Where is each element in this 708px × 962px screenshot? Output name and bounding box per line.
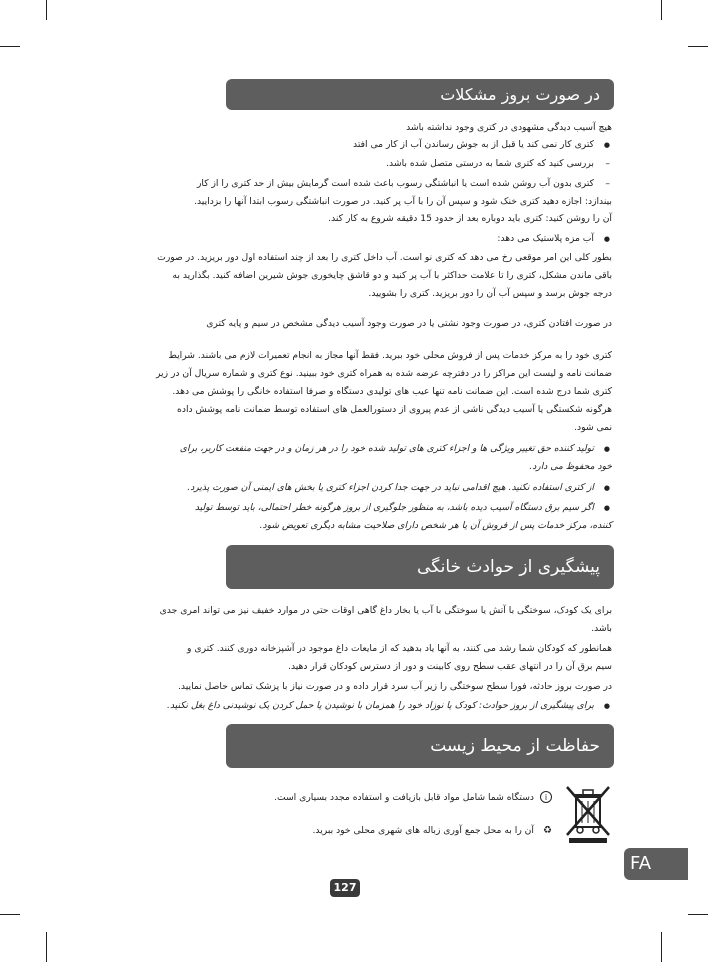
text-line: باشد.	[591, 623, 612, 634]
text-line: بطور کلی این امر موقعی رخ می دهد که کتری نو است. آب داخل کتری را بعد از چند استفاده اول دور بریزید. در صورت	[157, 252, 612, 263]
text-line: درجه جوش برسد و سپس آب آن را دور بریزید. کتری را بشویید.	[368, 288, 612, 299]
bullet-item: ● کتری کار نمی کند یا قبل از به جوش رساندن آب از کار می افتد	[353, 139, 612, 151]
section-header-environment: حفاظت از محیط زیست	[226, 724, 614, 768]
crop-mark	[46, 932, 47, 962]
text-line: باقی ماندن مشکل، کتری را تا علامت حداکثر با آب پر کنید و دو قاشق چایخوری جوش شیرین اضافه کنید. بگذارید به	[172, 270, 612, 281]
disposal-text: آن را به محل جمع آوری زباله های شهری محلی خود ببرید.	[312, 825, 534, 836]
page-number: 127	[330, 879, 360, 897]
text-line: هرگونه شکستگی یا آسیب دیدگی ناشی از عدم پیروی از دستورالعمل های استفاده توسط ضمانت نامه پوشش داده	[177, 404, 612, 415]
crop-mark	[688, 46, 708, 47]
info-icon: i	[540, 791, 552, 803]
text-line: سیم برق آن را در انتهای عقب سطح روی کابینت و دور از دسترس کودکان قرار دهید.	[288, 661, 612, 672]
bullet-item: ● از کتری استفاده نکنید. هیچ اقدامی نباید در جهت جدا کردن اجزاء کتری یا بخش های ایمنی آن صورت پذیرد.	[187, 482, 612, 494]
crop-mark	[0, 46, 20, 47]
text-line: آن را روشن کنید: کتری باید دوباره بعد از حدود 15 دقیقه شروع به کار کند.	[328, 213, 612, 224]
text-line: خود محفوظ می دارد.	[529, 461, 612, 472]
text-line: کننده، مرکز خدمات پس از فروش آن یا هر شخص دارای صلاحیت مشابه دیگری تعویض شود.	[259, 520, 612, 531]
crop-mark	[688, 914, 708, 915]
bullet-item: ● اگر سیم برق دستگاه آسیب دیده باشد، به منظور جلوگیری از بروز هرگونه خطر احتمالی، باید توسط تولید	[195, 502, 612, 514]
dash-item: – بررسی کنید که کتری شما به درستی متصل شده باشد.	[386, 158, 612, 170]
recycle-text: دستگاه شما شامل مواد قابل بازیافت و استفاده مجدد بسیاری است.	[274, 792, 534, 803]
text-line: کتری شما درج شده است. این ضمانت نامه تنها عیب های تولیدی دستگاه و صرفا استفاده خانگی را پوشش می دهد.	[172, 386, 612, 397]
text-line: همانطور که کودکان شما رشد می کنند، به آنها یاد بدهید که از مایعات داغ موجود در آشپزخانه دوری کنند. کتری و	[187, 643, 612, 654]
text-line: نمی شود.	[574, 422, 612, 433]
recycle-line	[274, 792, 552, 804]
text-line: در صورت بروز حادثه، فورا سطح سوختگی را زیر آب سرد قرار داده و در صورت نیاز با پزشک تماس حاصل نمایید.	[178, 681, 612, 692]
text-line: کتری خود را به مرکز خدمات پس از فروش محلی خود ببرید. فقط آنها مجاز به انجام تعمیرات لازم می باشند. شرایط	[168, 350, 612, 361]
bullet-item: ● آب مزه پلاستیک می دهد:	[497, 233, 612, 245]
text-line: بیندازد: اجازه دهید کتری خنک شود و سپس آن را با آب پر کنید. در صورت انباشتگی رسوب ابتدا آنها را بزدایید.	[194, 196, 612, 207]
section-header-problems: در صورت بروز مشکلات	[226, 79, 614, 110]
crop-mark	[661, 932, 662, 962]
dash-item: – کتری بدون آب روشن شده است یا انباشتگی رسوب باعث شده است گرمایش بیش از حد کتری را از کار	[197, 178, 612, 190]
recycle-arrow-icon: ♻	[543, 825, 552, 836]
bullet-item: ● برای پیشگیری از بروز حوادث: کودک یا نوزاد خود را همزمان با نوشیدن یا حمل کردن یک نوشیدنی داغ بغل نکنید.	[167, 700, 612, 712]
weee-bin-icon	[561, 783, 615, 845]
text-line: برای یک کودک، سوختگی با آتش یا سوختگی با آب یا بخار داغ گاهی اوقات حتی در موارد خفیف نیز می تواند امری جدی	[159, 605, 612, 616]
text-line: در صورت افتادن کتری، در صورت وجود نشتی یا در صورت وجود آسیب دیدگی مشخص در سیم و پایه کتری	[206, 318, 612, 329]
crop-mark	[46, 0, 47, 20]
crop-mark	[0, 914, 20, 915]
bullet-item: ● تولید کننده حق تغییر ویژگی ها و اجزاء کتری های تولید شده خود را در هر زمان و در جهت منفعت کاربر، برای	[180, 443, 612, 455]
section-header-prevention: پیشگیری از حوادث خانگی	[226, 545, 614, 589]
language-tab: FA	[624, 848, 688, 880]
text-line: ضمانت نامه و لیست این مراکز را در دفترچه عرضه شده به همراه کتری خود ببینید. نوع کتری و شماره سریال آن در زیر	[155, 368, 612, 379]
disposal-line	[312, 825, 552, 837]
problems-intro: هیچ آسیب دیدگی مشهودی در کتری وجود نداشته باشد	[406, 122, 612, 133]
crop-mark	[661, 0, 662, 20]
